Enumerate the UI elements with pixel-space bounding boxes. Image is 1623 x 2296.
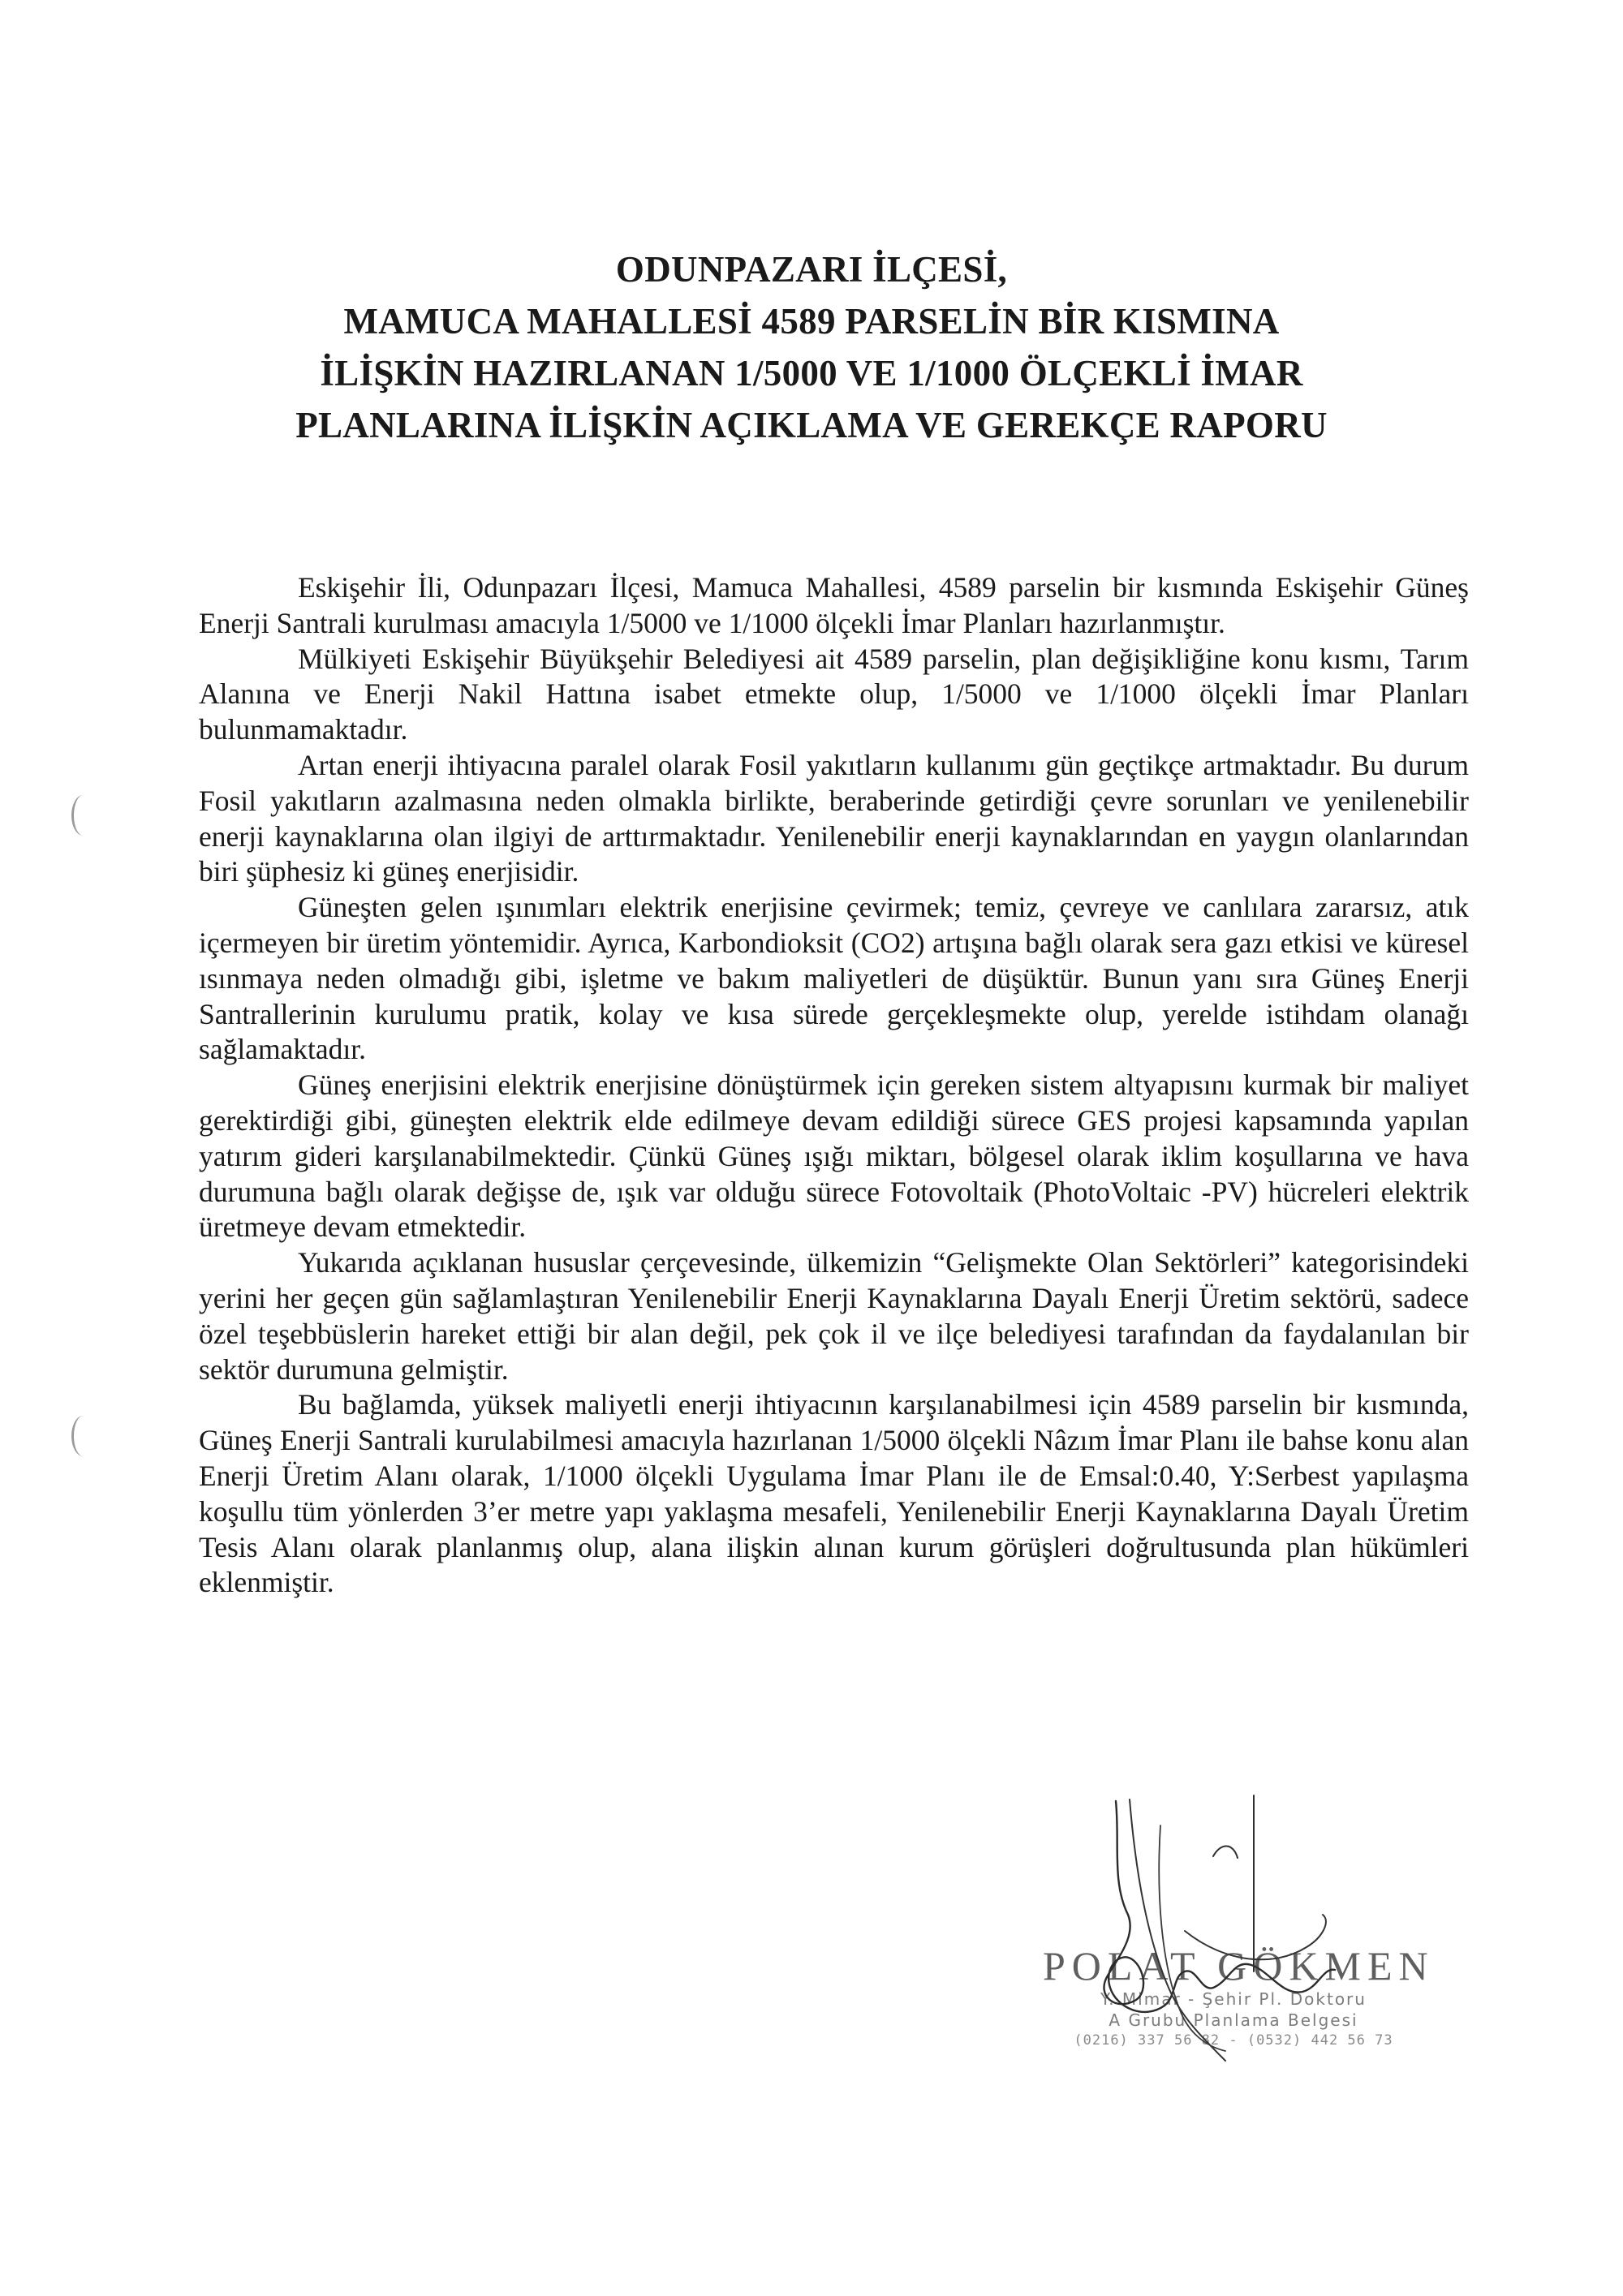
stamp-title: Y. Mimar - Şehir Pl. Doktoru (1100, 1989, 1367, 2009)
title-line: MAMUCA MAHALLESİ 4589 PARSELİN BİR KISMINA (343, 301, 1280, 342)
margin-mark (71, 1416, 95, 1456)
margin-mark (71, 795, 95, 836)
paragraph: Mülkiyeti Eskişehir Büyükşehir Belediyesi ait 4589 parselin, plan değişikliğine konu kısmı, Tarım Alanına ve Enerji Nakil Hattına isabet etmekte olup, 1/5000 ve 1/1000 ölçekli İmar Planları bulunmamaktadır. (199, 642, 1469, 746)
stamp-name: POLAT GÖKMEN (1043, 1943, 1435, 1989)
paragraph: Güneş enerjisini elektrik enerjisine dönüştürmek için gereken sistem altyapısını kurmak bir maliyet gerektirdiği gibi, güneşten elektrik elde edilmeye devam edildiği sürece GES projesi kapsamında yapılan yatırım gideri karşılanabilmektedir. Çünkü Güneş ışığı miktarı, bölgesel olarak iklim koşullarına ve hava durumuna bağlı olarak değişse de, ışık var olduğu sürece Fotovoltaik (PhotoVoltaic -PV) hücreleri elektrik üretmeye devam etmektedir. (199, 1068, 1469, 1244)
paragraph: Yukarıda açıklanan hususlar çerçevesinde, ülkemizin “Gelişmekte Olan Sektörleri” kategorisindeki yerini her geçen gün sağlamlaştıran Yenilenebilir Enerji Kaynaklarına Dayalı Enerji Üretim sektörü, sadece özel teşebbüslerin hareket ettiği bir alan değil, pek çok il ve ilçe belediyesi tarafından da faydalanılan bir sektör durumuna gelmiştir. (199, 1246, 1469, 1386)
paragraph: Artan enerji ihtiyacına paralel olarak Fosil yakıtların kullanımı gün geçtikçe artmaktadır. Bu durum Fosil yakıtların azalmasına neden olmakla birlikte, beraberinde getirdiği çevre sorunları ve yenilenebilir enerji kaynaklarına olan ilgiyi de arttırmaktadır. Yenilenebilir enerji kaynaklarından en yaygın olanlarından biri şüphesiz ki güneş enerjisidir. (199, 748, 1469, 888)
title-line: İLİŞKİN HAZIRLANAN 1/5000 VE 1/1000 ÖLÇEKLİ İMAR (320, 353, 1303, 393)
stamp-phone: (0216) 337 56 82 - (0532) 442 56 73 (1074, 2032, 1393, 2049)
paragraph: Bu bağlamda, yüksek maliyetli enerji ihtiyacının karşılanabilmesi için 4589 parselin bir kısmında, Güneş Enerji Santrali kurulabilmesi amacıyla hazırlanan 1/5000 ölçekli Nâzım İmar Planı ile bahse konu alan Enerji Üretim Alanı olarak, 1/1000 ölçekli Uygulama İmar Planı ile de Emsal:0.40, Y:Serbest yapılaşma koşullu tüm yönlerden 3’er metre yapı yaklaşma mesafeli, Yenilenebilir Enerji Kaynaklarına Dayalı Üretim Tesis Alanı olarak planlanmış olup, alana ilişkin alınan kurum görüşleri doğrultusunda plan hükümleri eklenmiştir. (199, 1388, 1469, 1599)
paragraph: Eskişehir İli, Odunpazarı İlçesi, Mamuca Mahallesi, 4589 parselin bir kısmında Eskişehir Güneş Enerji Santrali kurulması amacıyla 1/5000 ve 1/1000 ölçekli İmar Planları hazırlanmıştır. (199, 571, 1469, 639)
stamp-license: A Grubu Planlama Belgesi (1109, 2010, 1358, 2030)
report-body (199, 570, 1469, 1601)
handwritten-signature (1039, 1793, 1435, 2085)
title-line: ODUNPAZARI İLÇESİ, (615, 249, 1008, 290)
title-line: PLANLARINA İLİŞKİN AÇIKLAMA VE GEREKÇE RAPORU (295, 405, 1328, 445)
document-title (162, 243, 1461, 451)
paragraph: Güneşten gelen ışınımları elektrik enerjisine çevirmek; temiz, çevreye ve canlılara zararsız, atık içermeyen bir üretim yöntemidir. Ayrıca, Karbondioksit (CO2) artışına bağlı olarak sera gazı etkisi ve küresel ısınmaya neden olmadığı gibi, işletme ve bakım maliyetleri de düşüktür. Bunun yanı sıra Güneş Enerji Santrallerinin kurulumu pratik, kolay ve kısa sürede gerçekleşmekte olup, yerelde istihdam olanağı sağlamaktadır. (199, 891, 1469, 1066)
